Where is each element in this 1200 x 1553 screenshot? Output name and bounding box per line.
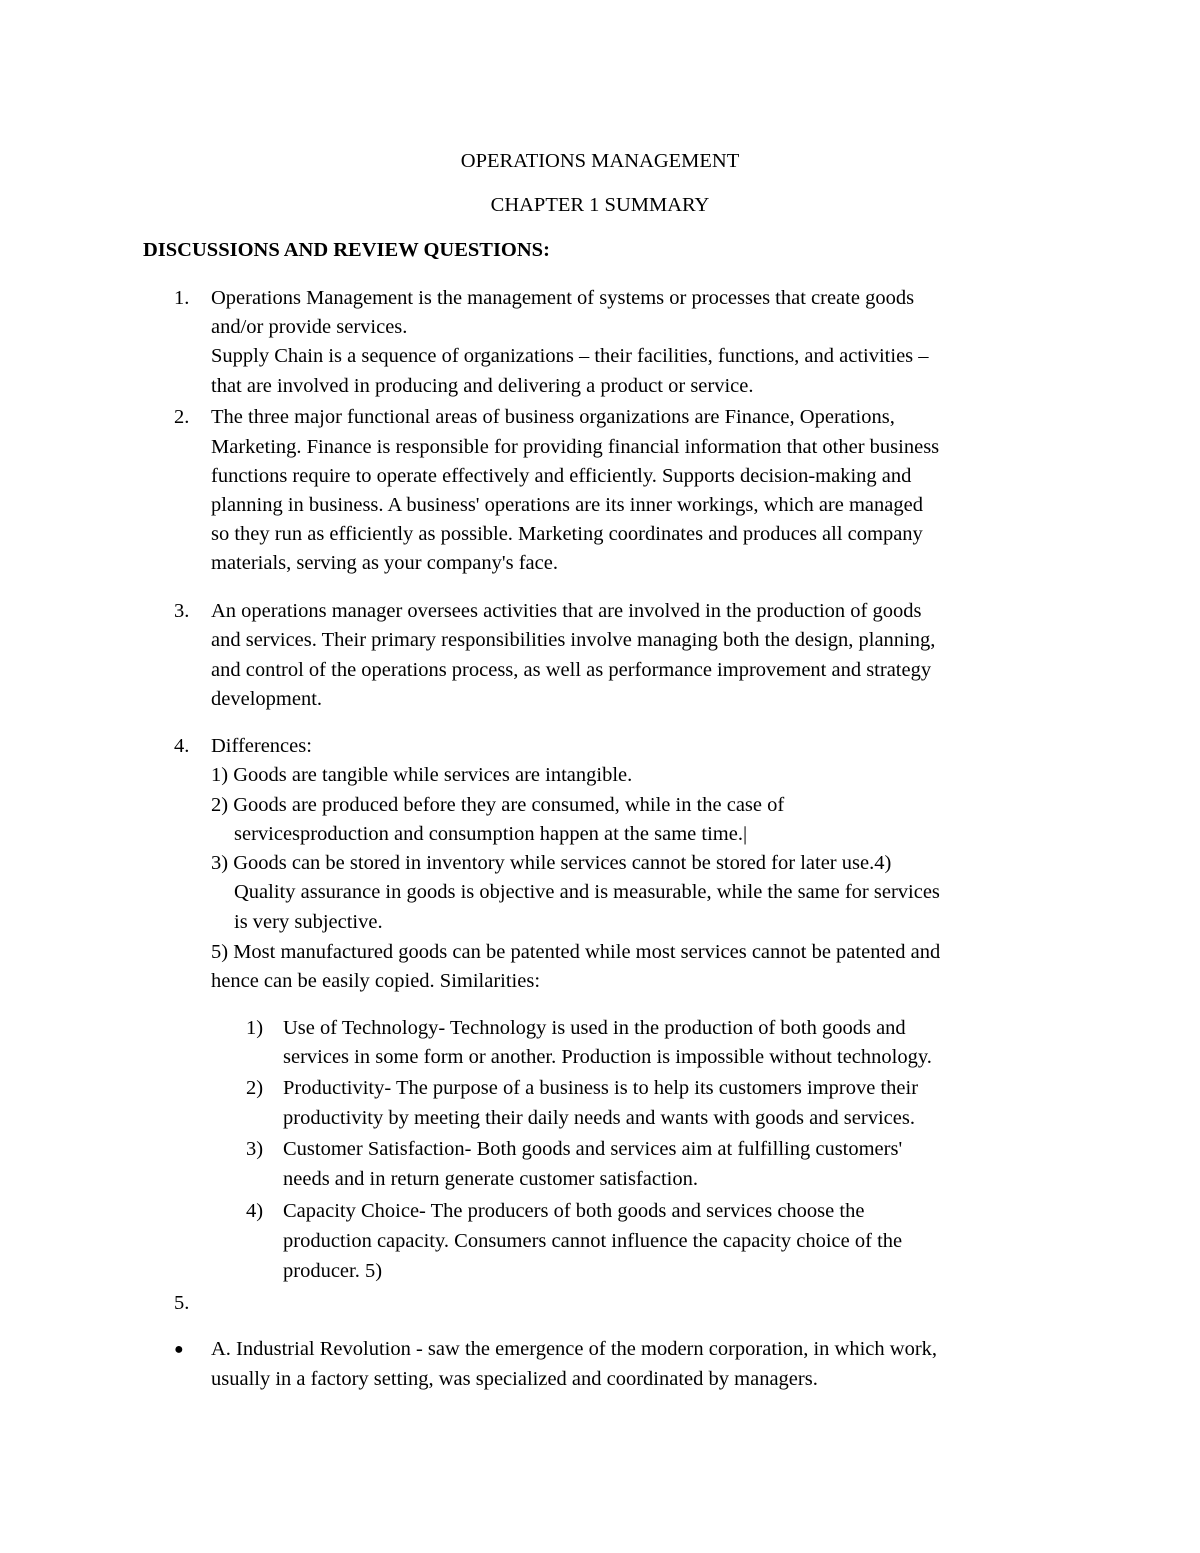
item-text-line: Differences:: [211, 735, 312, 757]
item-text-line: development.: [211, 688, 323, 710]
item-text-line: is very subjective.: [234, 911, 383, 933]
similarity-text-line: Capacity Choice- The producers of both goods and services choose the: [283, 1200, 865, 1222]
similarity-text-line: Productivity- The purpose of a business is to help its customers improve their: [283, 1077, 919, 1099]
item-text-line: planning in business. A business' operations are its inner workings, which are managed: [211, 494, 923, 516]
similarity-number: 3): [246, 1138, 264, 1160]
item-number: 4.: [174, 735, 190, 757]
item-text-line: Quality assurance in goods is objective and is measurable, while the same for services: [234, 881, 940, 903]
item-number: 3.: [174, 600, 190, 622]
bullet-text-line: usually in a factory setting, was specialized and coordinated by managers.: [211, 1368, 818, 1390]
item-number: 2.: [174, 406, 190, 428]
item-text-line: that are involved in producing and delivering a product or service.: [211, 375, 754, 397]
similarity-number: 2): [246, 1077, 264, 1099]
item-text-line: Marketing. Finance is responsible for providing financial information that other business: [211, 436, 940, 458]
item-text-line: Supply Chain is a sequence of organizations – their facilities, functions, and activities –: [211, 345, 929, 367]
similarity-number: 1): [246, 1017, 264, 1039]
item-text-line: functions require to operate effectively and efficiently. Supports decision-making and: [211, 465, 912, 487]
item-text-line: 1) Goods are tangible while services are intangible.: [211, 764, 633, 786]
similarity-text-line: Customer Satisfaction- Both goods and services aim at fulfilling customers': [283, 1138, 903, 1160]
item-text-line: hence can be easily copied. Similarities:: [211, 970, 541, 992]
similarity-text-line: productivity by meeting their daily needs and wants with goods and services.: [283, 1107, 915, 1129]
similarity-text-line: producer. 5): [283, 1260, 383, 1282]
document-title: OPERATIONS MANAGEMENT: [460, 150, 740, 172]
item-text-line: 3) Goods can be stored in inventory while services cannot be stored for later use.4): [211, 852, 892, 874]
similarity-text-line: services in some form or another. Production is impossible without technology.: [283, 1046, 932, 1068]
similarity-number: 4): [246, 1200, 264, 1222]
item-text-line: and control of the operations process, as well as performance improvement and strategy: [211, 659, 932, 681]
item-number: 5.: [174, 1292, 190, 1314]
bullet-icon: ●: [174, 1341, 184, 1358]
similarity-text-line: Use of Technology- Technology is used in the production of both goods and: [283, 1017, 906, 1039]
section-heading: DISCUSSIONS AND REVIEW QUESTIONS:: [143, 239, 550, 261]
item-text-line: The three major functional areas of business organizations are Finance, Operations,: [211, 406, 895, 428]
item-text-line: servicesproduction and consumption happen at the same time.|: [234, 823, 748, 845]
document-subtitle: CHAPTER 1 SUMMARY: [490, 194, 710, 216]
item-text-line: and/or provide services.: [211, 316, 408, 338]
item-text-line: 2) Goods are produced before they are consumed, while in the case of: [211, 794, 785, 816]
item-number: 1.: [174, 287, 190, 309]
item-text-line: An operations manager oversees activities that are involved in the production of goods: [211, 600, 922, 622]
item-text-line: materials, serving as your company's face.: [211, 552, 558, 574]
similarity-text-line: production capacity. Consumers cannot influence the capacity choice of the: [283, 1230, 903, 1252]
item-text-line: 5) Most manufactured goods can be patented while most services cannot be patented and: [211, 941, 941, 963]
similarity-text-line: needs and in return generate customer satisfaction.: [283, 1168, 698, 1190]
item-text-line: Operations Management is the management of systems or processes that create goods: [211, 287, 915, 309]
bullet-text-line: A. Industrial Revolution - saw the emergence of the modern corporation, in which work,: [211, 1338, 938, 1360]
item-text-line: so they run as efficiently as possible. Marketing coordinates and produces all company: [211, 523, 923, 545]
item-text-line: and services. Their primary responsibilities involve managing both the design, planning,: [211, 629, 936, 651]
